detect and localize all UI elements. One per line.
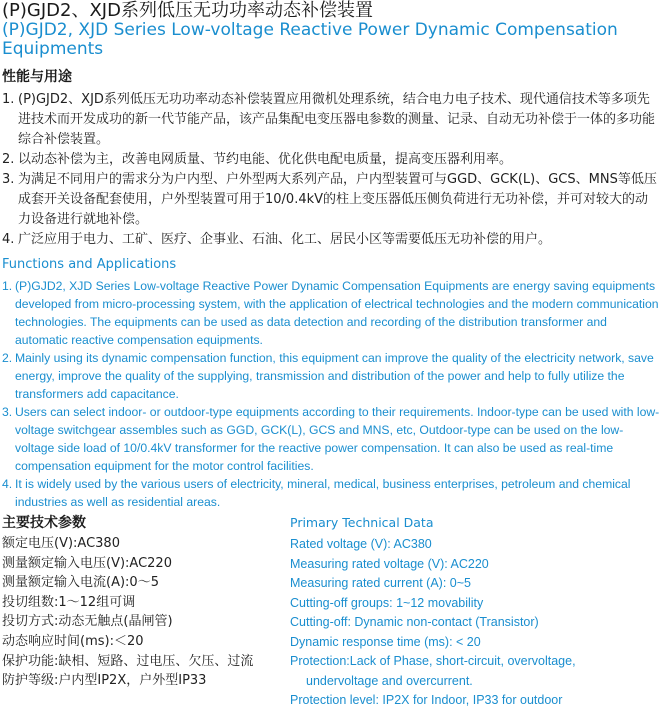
item-number: 2.	[2, 351, 13, 365]
spec-item: 测量额定输入电压(V):AC220	[2, 555, 172, 571]
list-item	[2, 277, 660, 349]
item-number: 1.	[2, 279, 13, 293]
protection-text: Protection:Lack of Phase, short-circuit, overvoltage,	[290, 654, 576, 668]
spec-item: 动态响应时间(ms):＜20	[2, 633, 144, 649]
spec-item-protection	[290, 652, 660, 691]
specs-list-chinese	[2, 534, 282, 691]
specs-heading-chinese: 主要技术参数	[2, 515, 86, 531]
specs-heading-english: Primary Technical Data	[290, 515, 434, 530]
item-number: 1.	[2, 92, 15, 107]
page-title-chinese: (P)GJD2、XJD系列低压无功功率动态补偿装置	[2, 0, 373, 21]
item-text: 广泛应用于电力、工矿、医疗、企事业、石油、化工、居民小区等需要低压无功补偿的用户。	[18, 232, 552, 247]
list-item	[2, 349, 660, 403]
item-text: 为满足不同用户的需求分为户内型、户外型两大系列产品，户内型装置可与GGD、GCK(L)、GCS、MNS等低压成套开关设备配套使用，户外型装置可用于10/0.4kV的柱上变压器低压侧负荷进行无功补偿，并可对较大的动力设备进行就地补偿。	[18, 172, 657, 227]
list-item	[2, 150, 657, 170]
spec-item: Cutting-off groups: 1~12 movability	[290, 595, 484, 610]
protection-text-continued: undervoltage and overcurrent.	[306, 673, 473, 688]
item-number: 4.	[2, 477, 13, 491]
item-text: It is widely used by the various users of electricity, mineral, medical, business enterprises, petroleum and chemical industries as well as residential areas.	[15, 477, 631, 509]
spec-item: 额定电压(V):AC380	[2, 536, 120, 551]
spec-item: 投切方式:动态无触点(晶闸管)	[2, 614, 173, 630]
functions-list-english	[2, 277, 660, 511]
spec-item: 保护功能:缺相、短路、过电压、欠压、过流	[2, 653, 254, 669]
item-text: 以动态补偿为主，改善电网质量、节约电能、优化供电配电质量，提高变压器利用率。	[18, 152, 513, 167]
spec-item: Cutting-off: Dynamic non-contact (Transistor)	[290, 615, 539, 629]
item-text: Users can select indoor- or outdoor-type equipments according to their requirements. Indoor-type can be used with low-voltage switchgear assembles such as GGD, GCK(L), GCS and MNS, etc, Outdoor-type can be used on the low-voltage side load of 10/0.4kV transformer for the reactive power compensation. It can also be used as real-time compensation equipment for the motor control facilities.	[15, 405, 660, 473]
functions-list-chinese	[2, 90, 657, 250]
list-item	[2, 230, 657, 250]
functions-heading-english: Functions and Applications	[2, 257, 177, 272]
item-number: 2.	[2, 152, 15, 167]
list-item	[2, 170, 657, 230]
spec-item: Measuring rated voltage (V): AC220	[290, 556, 489, 571]
item-number: 3.	[2, 405, 13, 419]
functions-heading-chinese: 性能与用途	[2, 69, 72, 85]
item-text: (P)GJD2、XJD系列低压无功功率动态补偿装置应用微机处理系统，结合电力电子技术、现代通信技术等多项先进技术而开发成功的新一代节能产品，该产品集配电变压器电参数的测量、记录、自动无功补偿于一体的多功能综合补偿装置。	[18, 92, 656, 147]
list-item	[2, 403, 660, 475]
item-text: (P)GJD2, XJD Series Low-voltage Reactive Power Dynamic Compensation Equipments are energy saving equipments developed from micro-processing system, with the application of electrical technologies and the modern communication technologies. The equipments can be used as data detection and recording of the distribution transformer and automatic reactive compensation equipments.	[15, 279, 659, 347]
specs-list-english	[290, 535, 660, 711]
item-number: 3.	[2, 172, 15, 187]
list-item	[2, 90, 657, 150]
page-title-english: (P)GJD2, XJD Series Low-voltage Reactive Power Dynamic Compensation Equipments	[2, 20, 618, 59]
spec-item: Dynamic response time (ms): < 20	[290, 634, 481, 649]
item-number: 4.	[2, 232, 15, 247]
spec-item: 投切组数:1～12组可调	[2, 594, 136, 610]
spec-item: Protection level: IP2X for Indoor, IP33 for outdoor	[290, 693, 563, 707]
spec-item: 测量额定输入电流(A):0～5	[2, 575, 159, 591]
item-text: Mainly using its dynamic compensation function, this equipment can improve the quality of the electricity network, save energy, improve the quality of the supplying, transmission and distribution of the power and help to fully utilize the transformers add capacitance.	[15, 351, 654, 401]
spec-item: Rated voltage (V): AC380	[290, 537, 432, 551]
spec-item: Measuring rated current (A): 0~5	[290, 576, 471, 590]
list-item	[2, 475, 660, 511]
spec-item: 防护等级:户内型IP2X，户外型IP33	[2, 673, 207, 689]
